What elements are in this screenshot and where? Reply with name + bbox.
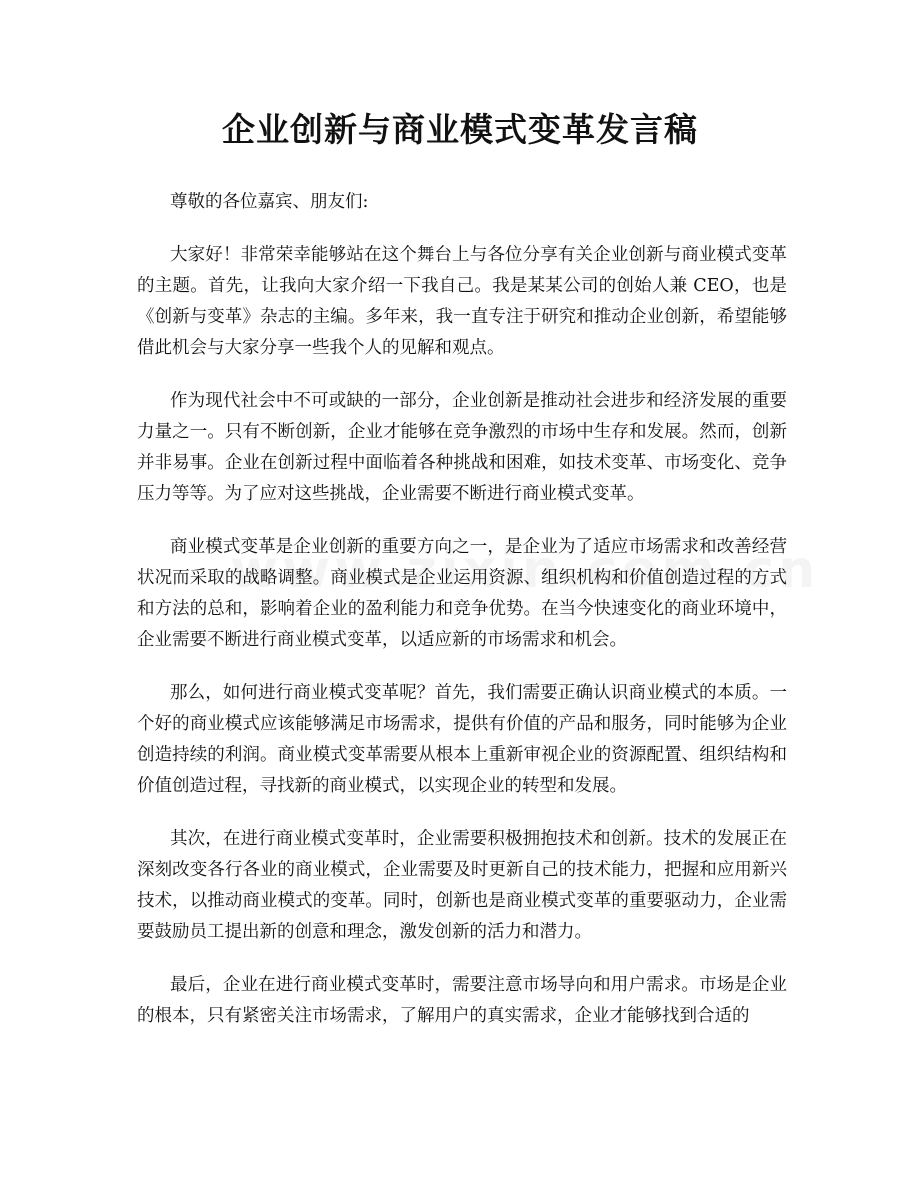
salutation: 尊敬的各位嘉宾、朋友们: xyxy=(170,192,369,212)
document-title: 企业创新与商业模式变革发言稿 xyxy=(222,110,698,149)
paragraph-6: 最后，企业在进行商业模式变革时，需要注意市场导向和用户需求。市场是企业的根本，只有紧密关注市场需求，了解用户的真实需求，企业才能够找到合适的 xyxy=(137,975,787,1026)
paragraph-2: 作为现代社会中不可或缺的一部分，企业创新是推动社会进步和经济发展的重要力量之一。只有不断创新，企业才能够在竞争激烈的市场中生存和发展。然而，创新并非易事。企业在创新过程中面临着各种挑战和困难，如技术变革、市场变化、竞争压力等等。为了应对这些挑战，企业需要不断进行商业模式变革。 xyxy=(137,391,787,504)
paragraph-1: 大家好！非常荣幸能够站在这个舞台上与各位分享有关企业创新与商业模式变革的主题。首先，让我向大家介绍一下我自己。我是某某公司的创始人兼 CEO，也是《创新与变革》杂志的主编。多年来，我一直专注于研究和推动企业创新，希望能够借此机会与大家分享一些我个人的见解和观点。 xyxy=(137,245,787,358)
paragraph-5: 其次，在进行商业模式变革时，企业需要积极拥抱技术和创新。技术的发展正在深刻改变各行各业的商业模式，企业需要及时更新自己的技术能力，把握和应用新兴技术，以推动商业模式的变革。同时，创新也是商业模式变革的重要驱动力，企业需要鼓励员工提出新的创意和理念，激发创新的活力和潜力。 xyxy=(137,829,787,942)
paragraph-4: 那么，如何进行商业模式变革呢？首先，我们需要正确认识商业模式的本质。一个好的商业模式应该能够满足市场需求，提供有价值的产品和服务，同时能够为企业创造持续的利润。商业模式变革需要从根本上重新审视企业的资源配置、组织结构和价值创造过程，寻找新的商业模式，以实现企业的转型和发展。 xyxy=(137,683,787,796)
document-body xyxy=(137,186,787,1054)
paragraph-3: 商业模式变革是企业创新的重要方向之一，是企业为了适应市场需求和改善经营状况而采取的战略调整。商业模式是企业运用资源、组织机构和价值创造过程的方式和方法的总和，影响着企业的盈利能力和竞争优势。在当今快速变化的商业环境中，企业需要不断进行商业模式变革，以适应新的市场需求和机会。 xyxy=(137,537,787,650)
